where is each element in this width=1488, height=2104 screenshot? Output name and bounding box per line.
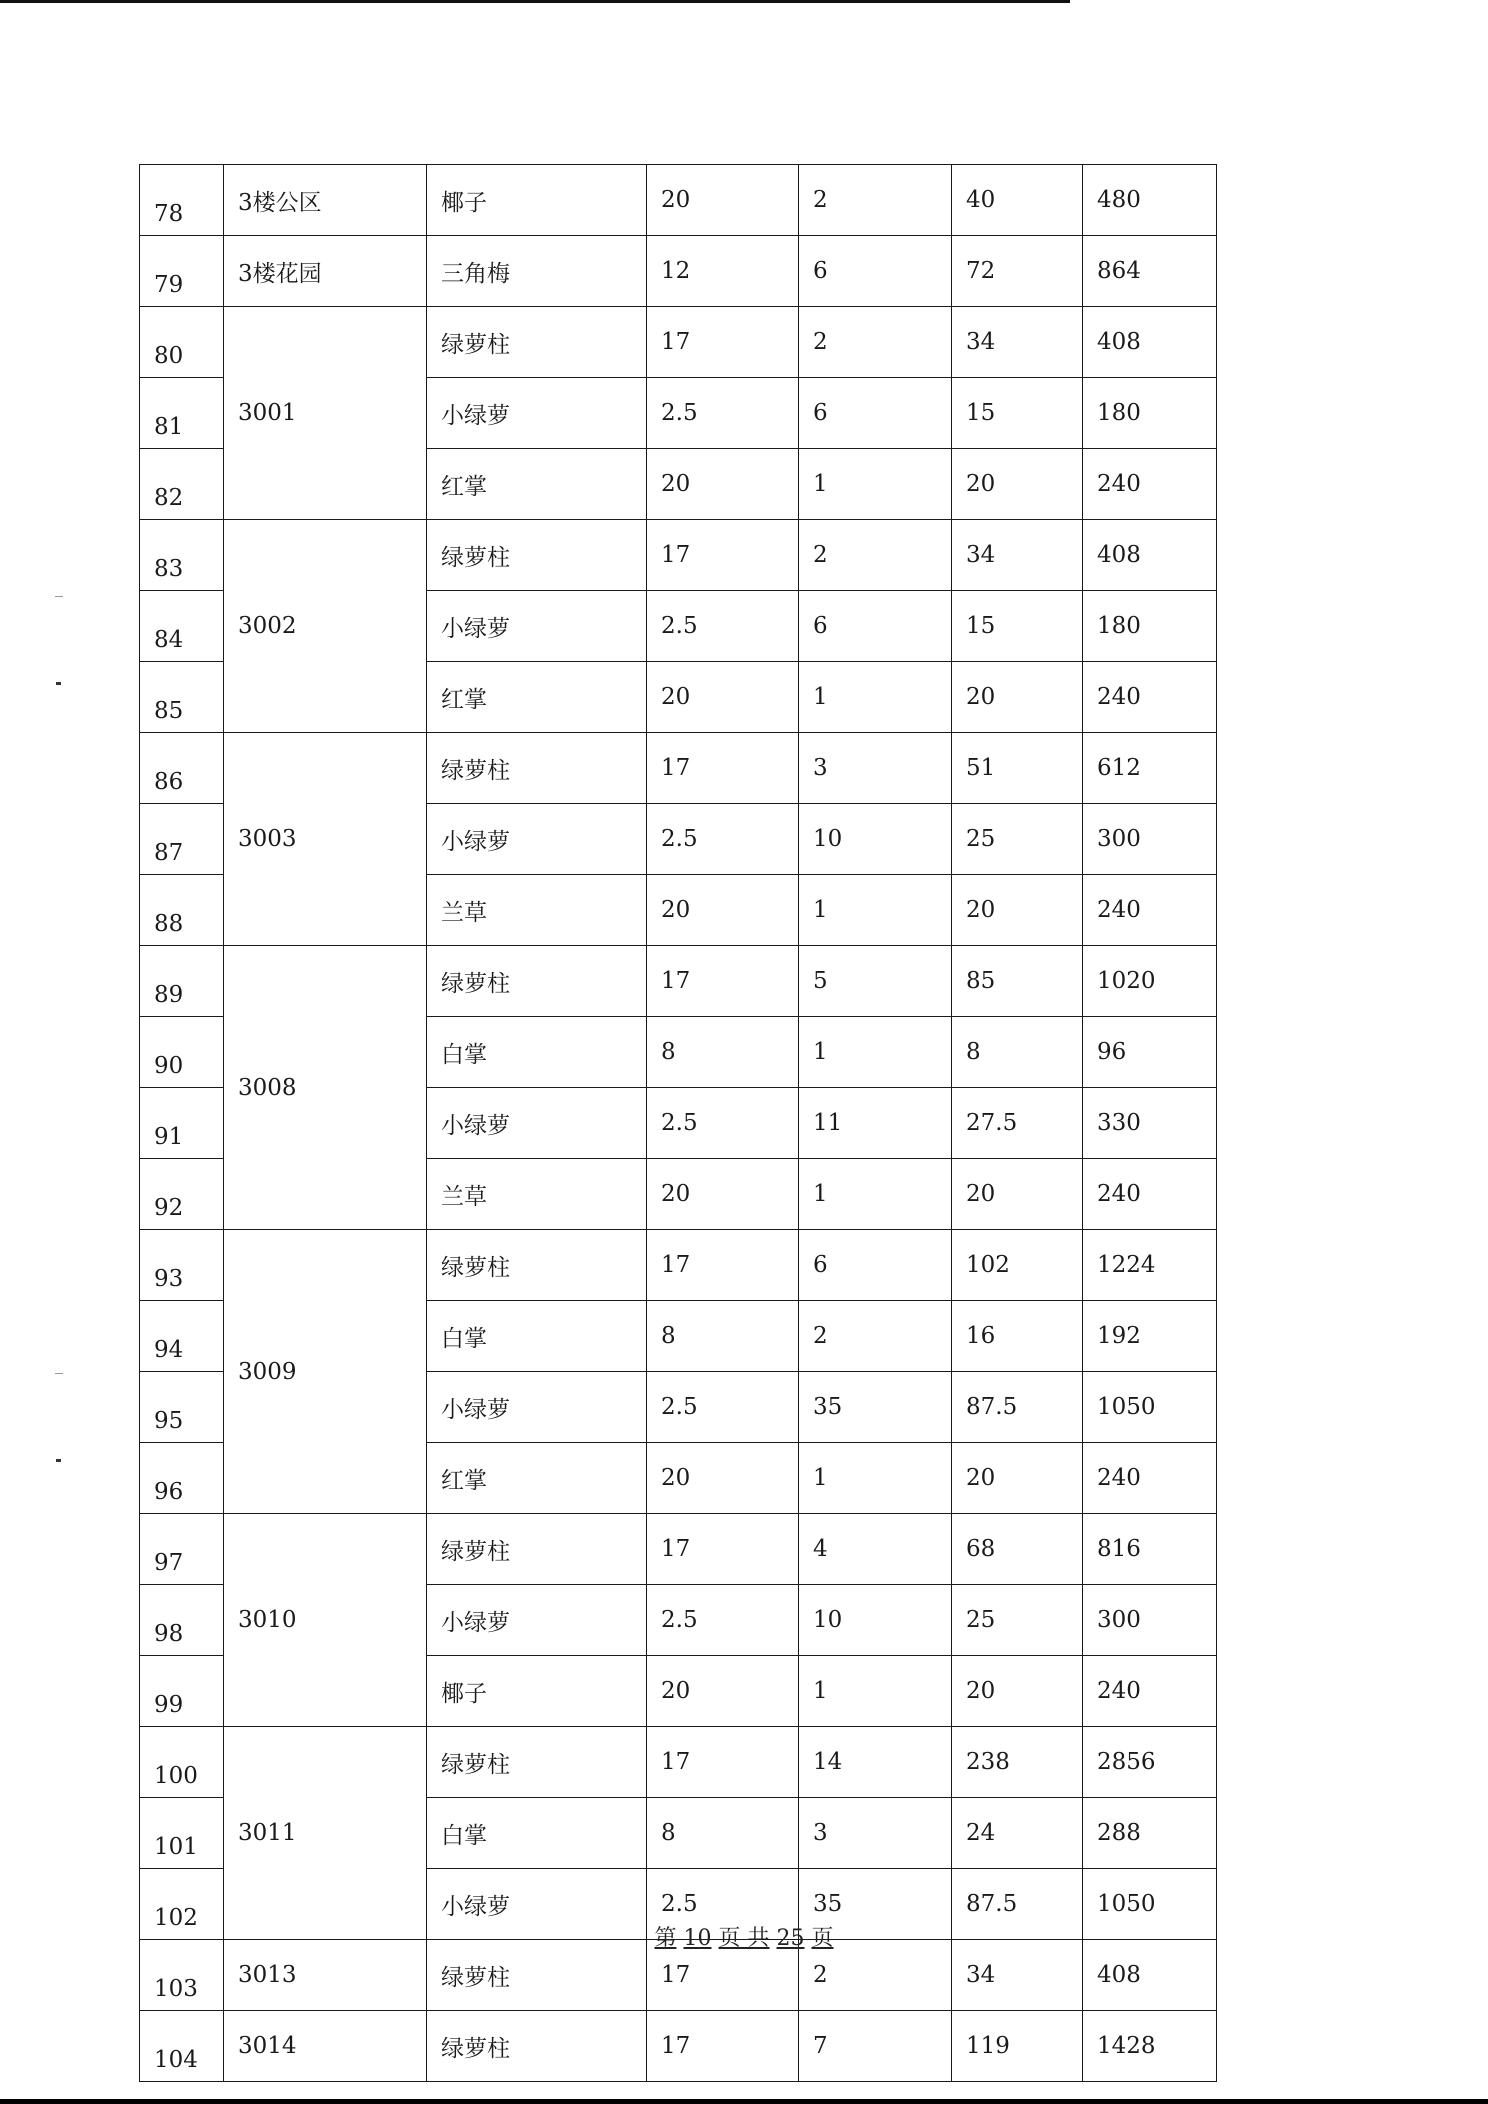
row-number-cell: 104 [140, 2011, 224, 2082]
row-number-cell: 88 [140, 875, 224, 946]
row-number-cell: 79 [140, 236, 224, 307]
unit-price-cell: 2.5 [647, 1869, 799, 1940]
table-row [140, 946, 1217, 1017]
yearly-amount-cell: 408 [1083, 1940, 1217, 2011]
plant-name-cell: 绿萝柱 [427, 1727, 647, 1798]
plant-name-cell: 小绿萝 [427, 1372, 647, 1443]
monthly-amount-cell: 27.5 [952, 1088, 1083, 1159]
plant-name-cell: 绿萝柱 [427, 1514, 647, 1585]
row-number-cell: 102 [140, 1869, 224, 1940]
table-row [140, 520, 1217, 591]
row-number-cell: 101 [140, 1798, 224, 1869]
unit-price-cell: 20 [647, 875, 799, 946]
plant-name-cell: 小绿萝 [427, 378, 647, 449]
monthly-amount-cell: 20 [952, 662, 1083, 733]
row-number-cell: 98 [140, 1585, 224, 1656]
unit-price-cell: 20 [647, 449, 799, 520]
monthly-amount-cell: 34 [952, 520, 1083, 591]
yearly-amount-cell: 1050 [1083, 1869, 1217, 1940]
quantity-cell: 2 [799, 307, 952, 378]
yearly-amount-cell: 192 [1083, 1301, 1217, 1372]
room-cell: 3009 [224, 1230, 427, 1514]
page-footer [0, 1921, 1488, 1952]
plant-name-cell: 绿萝柱 [427, 946, 647, 1017]
footer-mid: 页 共 [718, 1926, 770, 1951]
room-cell: 3楼花园 [224, 236, 427, 307]
quantity-cell: 2 [799, 1301, 952, 1372]
yearly-amount-cell: 408 [1083, 520, 1217, 591]
row-number-cell: 96 [140, 1443, 224, 1514]
table-row [140, 733, 1217, 804]
monthly-amount-cell: 72 [952, 236, 1083, 307]
quantity-cell: 3 [799, 733, 952, 804]
table-row [140, 2011, 1217, 2082]
unit-price-cell: 12 [647, 236, 799, 307]
plant-name-cell: 小绿萝 [427, 591, 647, 662]
yearly-amount-cell: 96 [1083, 1017, 1217, 1088]
monthly-amount-cell: 87.5 [952, 1372, 1083, 1443]
unit-price-cell: 2.5 [647, 804, 799, 875]
plant-name-cell: 三角梅 [427, 236, 647, 307]
quantity-cell: 10 [799, 804, 952, 875]
unit-price-cell: 2.5 [647, 1585, 799, 1656]
quantity-cell: 6 [799, 591, 952, 662]
row-number-cell: 99 [140, 1656, 224, 1727]
yearly-amount-cell: 612 [1083, 733, 1217, 804]
scan-mark [55, 1373, 63, 1374]
yearly-amount-cell: 1428 [1083, 2011, 1217, 2082]
unit-price-cell: 17 [647, 2011, 799, 2082]
quantity-cell: 1 [799, 1443, 952, 1514]
monthly-amount-cell: 24 [952, 1798, 1083, 1869]
quantity-cell: 35 [799, 1372, 952, 1443]
row-number-cell: 81 [140, 378, 224, 449]
plant-name-cell: 小绿萝 [427, 1869, 647, 1940]
yearly-amount-cell: 816 [1083, 1514, 1217, 1585]
quantity-cell: 10 [799, 1585, 952, 1656]
row-number-cell: 91 [140, 1088, 224, 1159]
plant-name-cell: 绿萝柱 [427, 2011, 647, 2082]
yearly-amount-cell: 240 [1083, 449, 1217, 520]
footer-page-number: 10 [683, 1926, 712, 1951]
row-number-cell: 90 [140, 1017, 224, 1088]
row-number-cell: 85 [140, 662, 224, 733]
quantity-cell: 1 [799, 1656, 952, 1727]
plant-rental-table [139, 164, 1217, 2082]
room-cell: 3001 [224, 307, 427, 520]
row-number-cell: 84 [140, 591, 224, 662]
unit-price-cell: 8 [647, 1017, 799, 1088]
yearly-amount-cell: 300 [1083, 804, 1217, 875]
quantity-cell: 1 [799, 662, 952, 733]
quantity-cell: 14 [799, 1727, 952, 1798]
yearly-amount-cell: 408 [1083, 307, 1217, 378]
quantity-cell: 3 [799, 1798, 952, 1869]
unit-price-cell: 17 [647, 946, 799, 1017]
unit-price-cell: 20 [647, 1656, 799, 1727]
quantity-cell: 6 [799, 236, 952, 307]
plant-name-cell: 兰草 [427, 1159, 647, 1230]
unit-price-cell: 2.5 [647, 378, 799, 449]
unit-price-cell: 17 [647, 1940, 799, 2011]
room-cell: 3014 [224, 2011, 427, 2082]
unit-price-cell: 20 [647, 1159, 799, 1230]
table-row [140, 1230, 1217, 1301]
plant-rental-table-wrap [139, 164, 1217, 2082]
monthly-amount-cell: 20 [952, 875, 1083, 946]
quantity-cell: 2 [799, 1940, 952, 2011]
unit-price-cell: 17 [647, 307, 799, 378]
row-number-cell: 82 [140, 449, 224, 520]
row-number-cell: 80 [140, 307, 224, 378]
unit-price-cell: 2.5 [647, 1088, 799, 1159]
monthly-amount-cell: 16 [952, 1301, 1083, 1372]
row-number-cell: 100 [140, 1727, 224, 1798]
table-row [140, 307, 1217, 378]
room-cell: 3013 [224, 1940, 427, 2011]
footer-suffix: 页 [811, 1926, 834, 1951]
quantity-cell: 35 [799, 1869, 952, 1940]
table-row [140, 1727, 1217, 1798]
room-cell: 3002 [224, 520, 427, 733]
row-number-cell: 95 [140, 1372, 224, 1443]
monthly-amount-cell: 51 [952, 733, 1083, 804]
monthly-amount-cell: 8 [952, 1017, 1083, 1088]
plant-name-cell: 绿萝柱 [427, 1230, 647, 1301]
yearly-amount-cell: 864 [1083, 236, 1217, 307]
unit-price-cell: 20 [647, 1443, 799, 1514]
quantity-cell: 4 [799, 1514, 952, 1585]
unit-price-cell: 8 [647, 1798, 799, 1869]
yearly-amount-cell: 480 [1083, 165, 1217, 236]
monthly-amount-cell: 40 [952, 165, 1083, 236]
yearly-amount-cell: 288 [1083, 1798, 1217, 1869]
quantity-cell: 11 [799, 1088, 952, 1159]
unit-price-cell: 17 [647, 1230, 799, 1301]
row-number-cell: 103 [140, 1940, 224, 2011]
plant-name-cell: 小绿萝 [427, 1585, 647, 1656]
unit-price-cell: 20 [647, 165, 799, 236]
row-number-cell: 87 [140, 804, 224, 875]
yearly-amount-cell: 240 [1083, 1159, 1217, 1230]
footer-prefix: 第 [654, 1926, 677, 1951]
yearly-amount-cell: 300 [1083, 1585, 1217, 1656]
plant-name-cell: 小绿萝 [427, 804, 647, 875]
room-cell: 3008 [224, 946, 427, 1230]
quantity-cell: 6 [799, 1230, 952, 1301]
plant-name-cell: 红掌 [427, 1443, 647, 1514]
quantity-cell: 1 [799, 449, 952, 520]
table-row [140, 165, 1217, 236]
scan-top-edge [0, 0, 1070, 3]
yearly-amount-cell: 240 [1083, 1656, 1217, 1727]
plant-name-cell: 红掌 [427, 662, 647, 733]
monthly-amount-cell: 25 [952, 804, 1083, 875]
monthly-amount-cell: 34 [952, 307, 1083, 378]
yearly-amount-cell: 330 [1083, 1088, 1217, 1159]
unit-price-cell: 20 [647, 662, 799, 733]
monthly-amount-cell: 102 [952, 1230, 1083, 1301]
quantity-cell: 6 [799, 378, 952, 449]
plant-name-cell: 白掌 [427, 1017, 647, 1088]
scan-mark [56, 1459, 61, 1462]
monthly-amount-cell: 85 [952, 946, 1083, 1017]
table-row [140, 1514, 1217, 1585]
plant-name-cell: 椰子 [427, 165, 647, 236]
monthly-amount-cell: 25 [952, 1585, 1083, 1656]
yearly-amount-cell: 2856 [1083, 1727, 1217, 1798]
row-number-cell: 89 [140, 946, 224, 1017]
plant-name-cell: 白掌 [427, 1798, 647, 1869]
scan-mark [55, 596, 63, 597]
table-row [140, 236, 1217, 307]
yearly-amount-cell: 1050 [1083, 1372, 1217, 1443]
yearly-amount-cell: 1020 [1083, 946, 1217, 1017]
unit-price-cell: 17 [647, 733, 799, 804]
scan-bottom-edge [0, 2099, 1488, 2104]
room-cell: 3楼公区 [224, 165, 427, 236]
table-body [140, 165, 1217, 2082]
room-cell: 3010 [224, 1514, 427, 1727]
monthly-amount-cell: 238 [952, 1727, 1083, 1798]
row-number-cell: 83 [140, 520, 224, 591]
monthly-amount-cell: 34 [952, 1940, 1083, 2011]
monthly-amount-cell: 15 [952, 591, 1083, 662]
monthly-amount-cell: 119 [952, 2011, 1083, 2082]
yearly-amount-cell: 1224 [1083, 1230, 1217, 1301]
row-number-cell: 97 [140, 1514, 224, 1585]
unit-price-cell: 17 [647, 1727, 799, 1798]
unit-price-cell: 17 [647, 520, 799, 591]
room-cell: 3003 [224, 733, 427, 946]
monthly-amount-cell: 15 [952, 378, 1083, 449]
quantity-cell: 1 [799, 875, 952, 946]
quantity-cell: 5 [799, 946, 952, 1017]
plant-name-cell: 绿萝柱 [427, 1940, 647, 2011]
quantity-cell: 7 [799, 2011, 952, 2082]
row-number-cell: 94 [140, 1301, 224, 1372]
monthly-amount-cell: 20 [952, 1656, 1083, 1727]
unit-price-cell: 2.5 [647, 1372, 799, 1443]
plant-name-cell: 绿萝柱 [427, 520, 647, 591]
quantity-cell: 2 [799, 165, 952, 236]
scan-mark [56, 682, 61, 685]
quantity-cell: 2 [799, 520, 952, 591]
plant-name-cell: 小绿萝 [427, 1088, 647, 1159]
row-number-cell: 86 [140, 733, 224, 804]
monthly-amount-cell: 87.5 [952, 1869, 1083, 1940]
plant-name-cell: 白掌 [427, 1301, 647, 1372]
monthly-amount-cell: 20 [952, 1443, 1083, 1514]
quantity-cell: 1 [799, 1017, 952, 1088]
yearly-amount-cell: 180 [1083, 591, 1217, 662]
unit-price-cell: 17 [647, 1514, 799, 1585]
monthly-amount-cell: 68 [952, 1514, 1083, 1585]
row-number-cell: 93 [140, 1230, 224, 1301]
plant-name-cell: 红掌 [427, 449, 647, 520]
quantity-cell: 1 [799, 1159, 952, 1230]
row-number-cell: 92 [140, 1159, 224, 1230]
plant-name-cell: 绿萝柱 [427, 307, 647, 378]
unit-price-cell: 8 [647, 1301, 799, 1372]
unit-price-cell: 2.5 [647, 591, 799, 662]
yearly-amount-cell: 180 [1083, 378, 1217, 449]
plant-name-cell: 椰子 [427, 1656, 647, 1727]
room-cell: 3011 [224, 1727, 427, 1940]
yearly-amount-cell: 240 [1083, 662, 1217, 733]
yearly-amount-cell: 240 [1083, 1443, 1217, 1514]
row-number-cell: 78 [140, 165, 224, 236]
monthly-amount-cell: 20 [952, 1159, 1083, 1230]
yearly-amount-cell: 240 [1083, 875, 1217, 946]
plant-name-cell: 绿萝柱 [427, 733, 647, 804]
monthly-amount-cell: 20 [952, 449, 1083, 520]
footer-total-pages: 25 [776, 1926, 805, 1951]
plant-name-cell: 兰草 [427, 875, 647, 946]
